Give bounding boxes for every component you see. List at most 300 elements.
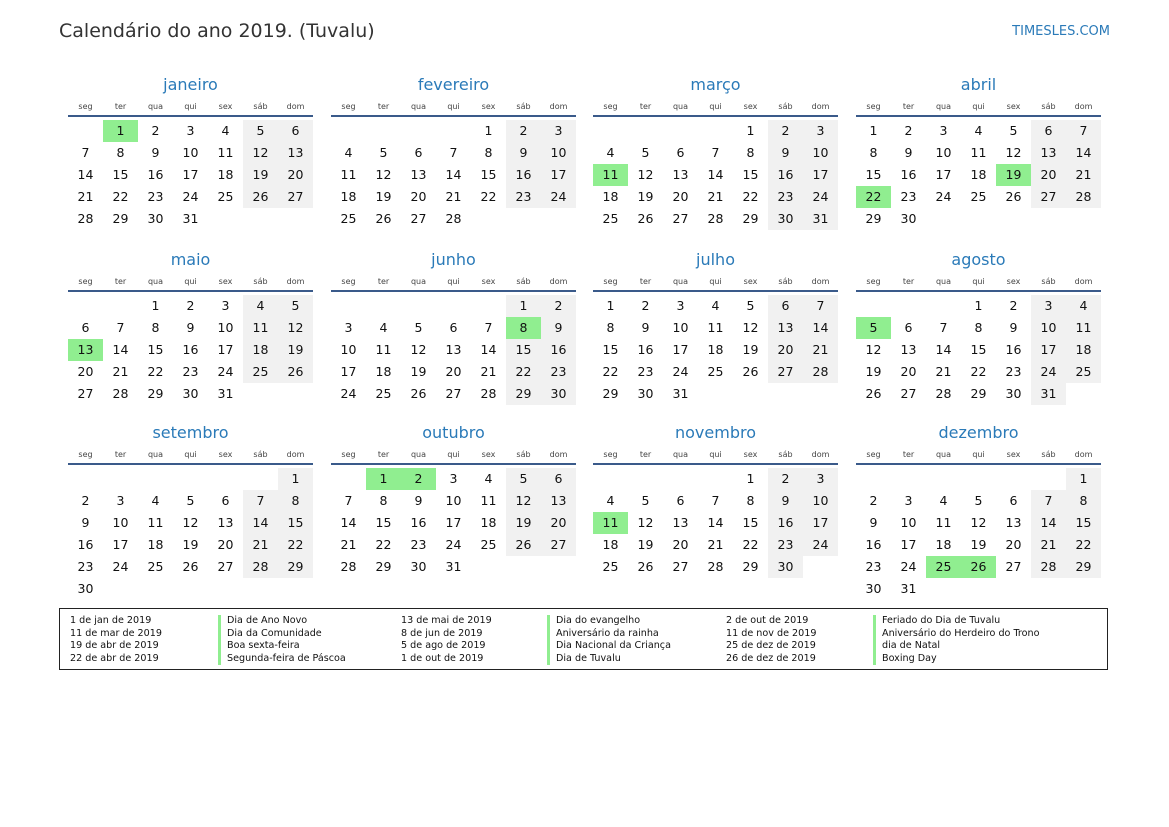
calendar-week bbox=[593, 164, 838, 186]
calendar-week bbox=[593, 142, 838, 164]
empty-cell bbox=[138, 578, 173, 600]
empty-cell bbox=[208, 578, 243, 600]
day-cell: 5 bbox=[746, 298, 755, 313]
day-cell: 26 bbox=[506, 534, 541, 556]
weekday-header bbox=[856, 445, 1101, 465]
empty-cell bbox=[768, 383, 803, 405]
empty-cell bbox=[208, 208, 243, 230]
day-cell: 22 bbox=[506, 361, 541, 383]
day-cell: 21 bbox=[935, 364, 952, 379]
day-cell: 27 bbox=[410, 211, 427, 226]
site-link[interactable]: TIMESLES.COM bbox=[1012, 24, 1110, 39]
day-cell: 19 bbox=[182, 537, 199, 552]
empty-cell bbox=[733, 383, 768, 405]
day-cell: 23 bbox=[865, 559, 882, 574]
day-cell: 13 bbox=[672, 167, 689, 182]
weekday-label: ter bbox=[902, 276, 915, 286]
calendar-week bbox=[331, 534, 576, 556]
weekday-label: sáb bbox=[1041, 101, 1056, 111]
weekday-label: sáb bbox=[253, 276, 268, 286]
day-cell: 15 bbox=[506, 339, 541, 361]
legend-holiday-name: Boa sexta-feira bbox=[218, 640, 346, 653]
legend-holiday-name: Boxing Day bbox=[873, 653, 1039, 666]
day-cell: 3 bbox=[541, 120, 576, 142]
day-cell: 22 bbox=[278, 534, 313, 556]
month-fevereiro bbox=[331, 73, 576, 230]
empty-cell bbox=[68, 120, 103, 142]
weekday-label: qui bbox=[184, 101, 197, 111]
day-cell: 20 bbox=[1031, 164, 1066, 186]
day-cell: 7 bbox=[803, 295, 838, 317]
empty-cell bbox=[803, 556, 838, 578]
weekday-label: qui bbox=[709, 449, 722, 459]
empty-cell bbox=[698, 120, 733, 142]
empty-cell bbox=[541, 208, 576, 230]
day-cell: 29 bbox=[742, 211, 759, 226]
day-cell: 15 bbox=[278, 512, 313, 534]
day-cell: 13 bbox=[217, 515, 234, 530]
legend-date: 11 de nov de 2019 bbox=[726, 627, 817, 639]
day-cell: 5 bbox=[379, 145, 388, 160]
day-cell: 21 bbox=[112, 364, 129, 379]
legend-holiday-name: Dia Nacional da Criança bbox=[547, 640, 671, 653]
day-cell: 17 bbox=[803, 512, 838, 534]
day-cell: 7 bbox=[711, 145, 720, 160]
empty-cell bbox=[173, 578, 208, 600]
calendar-week bbox=[68, 490, 313, 512]
calendar-week bbox=[331, 208, 576, 230]
day-cell: 15 bbox=[742, 167, 759, 182]
day-cell: 23 bbox=[410, 537, 427, 552]
day-cell: 14 bbox=[707, 167, 724, 182]
day-cell: 3 bbox=[803, 120, 838, 142]
weekday-label: ter bbox=[114, 276, 127, 286]
empty-cell bbox=[278, 208, 313, 230]
day-cell: 16 bbox=[768, 512, 803, 534]
day-cell: 8 bbox=[116, 145, 125, 160]
day-cell: 20 bbox=[672, 537, 689, 552]
weekday-label: ter bbox=[639, 101, 652, 111]
day-cell: 23 bbox=[77, 559, 94, 574]
day-cell: 29 bbox=[278, 556, 313, 578]
day-cell: 19 bbox=[506, 512, 541, 534]
weekday-label: seg bbox=[78, 449, 93, 459]
day-cell: 10 bbox=[672, 320, 689, 335]
month-outubro bbox=[331, 421, 576, 578]
day-cell: 28 bbox=[1066, 186, 1101, 208]
calendar-week bbox=[856, 120, 1101, 142]
empty-cell bbox=[1066, 208, 1101, 230]
weekday-label: qua bbox=[935, 276, 952, 286]
day-cell: 4 bbox=[221, 123, 230, 138]
day-cell: 10 bbox=[1031, 317, 1066, 339]
day-cell: 20 bbox=[445, 364, 462, 379]
day-cell: 18 bbox=[935, 537, 952, 552]
day-cell: 18 bbox=[602, 189, 619, 204]
day-cell: 10 bbox=[445, 493, 462, 508]
empty-cell bbox=[243, 468, 278, 490]
legend-holiday-name: dia de Natal bbox=[873, 640, 1039, 653]
weekday-label: ter bbox=[114, 449, 127, 459]
calendar-week bbox=[68, 556, 313, 578]
day-cell: 12 bbox=[865, 342, 882, 357]
day-cell: 6 bbox=[676, 493, 685, 508]
day-cell: 13 bbox=[541, 490, 576, 512]
day-cell: 5 bbox=[186, 493, 195, 508]
legend-dates-col-3 bbox=[726, 615, 816, 665]
day-cell: 5 bbox=[414, 320, 423, 335]
weekday-label: dom bbox=[286, 276, 305, 286]
calendar-week bbox=[68, 317, 313, 339]
empty-cell bbox=[663, 468, 698, 490]
calendar-week bbox=[331, 164, 576, 186]
day-cell: 21 bbox=[707, 189, 724, 204]
day-cell: 31 bbox=[803, 208, 838, 230]
day-cell: 18 bbox=[602, 537, 619, 552]
day-cell: 28 bbox=[707, 559, 724, 574]
weekday-label: seg bbox=[78, 101, 93, 111]
weekday-header bbox=[593, 97, 838, 117]
day-cell: 1 bbox=[606, 298, 615, 313]
empty-cell bbox=[996, 468, 1031, 490]
empty-cell bbox=[103, 468, 138, 490]
day-cell: 28 bbox=[480, 386, 497, 401]
empty-cell bbox=[138, 468, 173, 490]
empty-cell bbox=[366, 295, 401, 317]
weekday-label: dom bbox=[1074, 276, 1093, 286]
empty-cell bbox=[996, 578, 1031, 600]
day-cell: 22 bbox=[112, 189, 129, 204]
day-cell: 2 bbox=[869, 493, 878, 508]
weekday-header bbox=[331, 445, 576, 465]
day-cell: 6 bbox=[676, 145, 685, 160]
weekday-label: qua bbox=[672, 449, 689, 459]
day-cell: 21 bbox=[340, 537, 357, 552]
holiday-day-cell: 8 bbox=[506, 317, 541, 339]
calendar-week bbox=[593, 186, 838, 208]
calendar-week bbox=[331, 142, 576, 164]
empty-cell bbox=[803, 383, 838, 405]
day-cell: 5 bbox=[506, 468, 541, 490]
day-cell: 9 bbox=[414, 493, 423, 508]
day-cell: 25 bbox=[970, 189, 987, 204]
month-name: junho bbox=[431, 250, 476, 269]
calendar-week bbox=[593, 317, 838, 339]
weekday-label: sáb bbox=[516, 449, 531, 459]
day-cell: 13 bbox=[900, 342, 917, 357]
weekday-label: sáb bbox=[253, 101, 268, 111]
month-abril bbox=[856, 73, 1101, 230]
day-cell: 3 bbox=[116, 493, 125, 508]
day-cell: 24 bbox=[340, 386, 357, 401]
weekday-label: qua bbox=[935, 101, 952, 111]
day-cell: 24 bbox=[803, 186, 838, 208]
day-cell: 12 bbox=[410, 342, 427, 357]
month-março bbox=[593, 73, 838, 230]
weekday-header bbox=[68, 272, 313, 292]
weekday-label: dom bbox=[286, 449, 305, 459]
weekday-label: seg bbox=[78, 276, 93, 286]
legend-date: 1 de jan de 2019 bbox=[70, 615, 152, 626]
holiday-day-cell: 1 bbox=[103, 120, 138, 142]
weekday-label: sex bbox=[481, 101, 496, 111]
weekday-header bbox=[68, 445, 313, 465]
legend-date: 5 de ago de 2019 bbox=[401, 640, 486, 652]
day-cell: 19 bbox=[410, 364, 427, 379]
legend-date: 11 de mar de 2019 bbox=[70, 627, 162, 639]
day-cell: 23 bbox=[637, 364, 654, 379]
weekday-label: sex bbox=[481, 449, 496, 459]
empty-cell bbox=[68, 295, 103, 317]
empty-cell bbox=[628, 120, 663, 142]
day-cell: 17 bbox=[340, 364, 357, 379]
day-cell: 21 bbox=[243, 534, 278, 556]
day-cell: 12 bbox=[1005, 145, 1022, 160]
day-cell: 23 bbox=[768, 186, 803, 208]
day-cell: 25 bbox=[147, 559, 164, 574]
day-cell: 5 bbox=[974, 493, 983, 508]
day-cell: 4 bbox=[484, 471, 493, 486]
day-cell: 11 bbox=[480, 493, 497, 508]
day-cell: 25 bbox=[340, 211, 357, 226]
weekday-label: sex bbox=[218, 449, 233, 459]
month-janeiro bbox=[68, 73, 313, 230]
weekday-header bbox=[68, 97, 313, 117]
day-cell: 8 bbox=[974, 320, 983, 335]
day-cell: 19 bbox=[278, 339, 313, 361]
day-cell: 31 bbox=[900, 581, 917, 596]
day-cell: 7 bbox=[116, 320, 125, 335]
weekday-label: ter bbox=[377, 276, 390, 286]
day-cell: 24 bbox=[445, 537, 462, 552]
weekday-label: seg bbox=[866, 101, 881, 111]
month-maio bbox=[68, 248, 313, 405]
day-cell: 26 bbox=[1005, 189, 1022, 204]
day-cell: 2 bbox=[768, 120, 803, 142]
day-cell: 21 bbox=[1031, 534, 1066, 556]
day-cell: 31 bbox=[217, 386, 234, 401]
empty-cell bbox=[628, 468, 663, 490]
holiday-day-cell: 2 bbox=[401, 468, 436, 490]
weekday-label: sáb bbox=[778, 449, 793, 459]
legend-holiday-name: Feriado do Dia de Tuvalu bbox=[873, 615, 1039, 628]
day-cell: 30 bbox=[900, 211, 917, 226]
day-cell: 14 bbox=[243, 512, 278, 534]
day-cell: 16 bbox=[77, 537, 94, 552]
empty-cell bbox=[698, 383, 733, 405]
calendar-week bbox=[331, 383, 576, 405]
legend-holiday-name: Aniversário da rainha bbox=[547, 628, 671, 641]
weekday-label: sex bbox=[1006, 276, 1021, 286]
day-cell: 2 bbox=[186, 298, 195, 313]
day-cell: 3 bbox=[939, 123, 948, 138]
calendar-week bbox=[593, 120, 838, 142]
day-cell: 28 bbox=[803, 361, 838, 383]
calendar-week bbox=[593, 556, 838, 578]
day-cell: 7 bbox=[81, 145, 90, 160]
day-cell: 30 bbox=[77, 581, 94, 596]
day-cell: 23 bbox=[900, 189, 917, 204]
weekday-label: qua bbox=[147, 101, 164, 111]
day-cell: 6 bbox=[904, 320, 913, 335]
day-cell: 15 bbox=[742, 515, 759, 530]
day-cell: 6 bbox=[221, 493, 230, 508]
weekday-label: sex bbox=[1006, 101, 1021, 111]
day-cell: 31 bbox=[672, 386, 689, 401]
calendar-week bbox=[68, 512, 313, 534]
calendar-week bbox=[68, 361, 313, 383]
day-cell: 22 bbox=[375, 537, 392, 552]
day-cell: 20 bbox=[672, 189, 689, 204]
day-cell: 10 bbox=[900, 515, 917, 530]
month-name: fevereiro bbox=[417, 75, 490, 94]
calendar-week bbox=[593, 383, 838, 405]
day-cell: 13 bbox=[410, 167, 427, 182]
day-cell: 5 bbox=[243, 120, 278, 142]
weekday-label: sex bbox=[743, 276, 758, 286]
day-cell: 1 bbox=[506, 295, 541, 317]
day-cell: 28 bbox=[445, 211, 462, 226]
weekday-label: qui bbox=[447, 276, 460, 286]
day-cell: 4 bbox=[379, 320, 388, 335]
calendar-week bbox=[331, 339, 576, 361]
day-cell: 5 bbox=[278, 295, 313, 317]
day-cell: 15 bbox=[865, 167, 882, 182]
day-cell: 22 bbox=[1066, 534, 1101, 556]
weekday-label: qua bbox=[410, 276, 427, 286]
day-cell: 18 bbox=[147, 537, 164, 552]
day-cell: 9 bbox=[869, 515, 878, 530]
calendar-week bbox=[593, 208, 838, 230]
day-cell: 10 bbox=[803, 142, 838, 164]
calendar-week bbox=[593, 339, 838, 361]
month-julho bbox=[593, 248, 838, 405]
day-cell: 16 bbox=[900, 167, 917, 182]
day-cell: 18 bbox=[970, 167, 987, 182]
calendar-week bbox=[68, 339, 313, 361]
day-cell: 20 bbox=[541, 512, 576, 534]
day-cell: 6 bbox=[1009, 493, 1018, 508]
day-cell: 14 bbox=[1066, 142, 1101, 164]
weekday-label: seg bbox=[603, 101, 618, 111]
weekday-label: seg bbox=[866, 449, 881, 459]
calendar-week bbox=[68, 295, 313, 317]
day-cell: 15 bbox=[147, 342, 164, 357]
day-cell: 13 bbox=[278, 142, 313, 164]
holiday-day-cell: 25 bbox=[926, 556, 961, 578]
calendar-week bbox=[856, 164, 1101, 186]
day-cell: 14 bbox=[935, 342, 952, 357]
day-cell: 27 bbox=[1031, 186, 1066, 208]
calendar-week bbox=[68, 468, 313, 490]
calendar-week bbox=[856, 468, 1101, 490]
day-cell: 4 bbox=[1066, 295, 1101, 317]
day-cell: 17 bbox=[112, 537, 129, 552]
empty-cell bbox=[331, 295, 366, 317]
empty-cell bbox=[593, 468, 628, 490]
day-cell: 10 bbox=[803, 490, 838, 512]
weekday-header bbox=[856, 97, 1101, 117]
day-cell: 12 bbox=[243, 142, 278, 164]
calendar-week bbox=[856, 208, 1101, 230]
day-cell: 12 bbox=[375, 167, 392, 182]
day-cell: 22 bbox=[742, 189, 759, 204]
day-cell: 3 bbox=[676, 298, 685, 313]
day-cell: 6 bbox=[1031, 120, 1066, 142]
empty-cell bbox=[698, 468, 733, 490]
calendar-week bbox=[331, 295, 576, 317]
weekday-label: seg bbox=[603, 276, 618, 286]
month-dezembro bbox=[856, 421, 1101, 600]
day-cell: 8 bbox=[379, 493, 388, 508]
day-cell: 3 bbox=[1031, 295, 1066, 317]
day-cell: 11 bbox=[147, 515, 164, 530]
day-cell: 28 bbox=[77, 211, 94, 226]
day-cell: 20 bbox=[278, 164, 313, 186]
day-cell: 30 bbox=[637, 386, 654, 401]
legend-date: 8 de jun de 2019 bbox=[401, 627, 483, 639]
day-cell: 1 bbox=[746, 471, 755, 486]
day-cell: 19 bbox=[637, 189, 654, 204]
calendar-week bbox=[331, 186, 576, 208]
day-cell: 23 bbox=[1005, 364, 1022, 379]
empty-cell bbox=[856, 468, 891, 490]
day-cell: 9 bbox=[186, 320, 195, 335]
day-cell: 29 bbox=[970, 386, 987, 401]
weekday-label: seg bbox=[341, 101, 356, 111]
day-cell: 17 bbox=[541, 164, 576, 186]
day-cell: 2 bbox=[904, 123, 913, 138]
day-cell: 14 bbox=[1031, 512, 1066, 534]
day-cell: 18 bbox=[243, 339, 278, 361]
day-cell: 19 bbox=[637, 537, 654, 552]
calendar-week bbox=[331, 490, 576, 512]
weekday-label: qui bbox=[447, 101, 460, 111]
weekday-label: dom bbox=[811, 276, 830, 286]
empty-cell bbox=[1066, 578, 1101, 600]
month-junho bbox=[331, 248, 576, 405]
day-cell: 3 bbox=[344, 320, 353, 335]
empty-cell bbox=[1066, 383, 1101, 405]
day-cell: 4 bbox=[606, 145, 615, 160]
legend-names-col-3 bbox=[873, 615, 1039, 665]
empty-cell bbox=[331, 120, 366, 142]
calendar-week bbox=[593, 534, 838, 556]
day-cell: 20 bbox=[77, 364, 94, 379]
day-cell: 14 bbox=[340, 515, 357, 530]
day-cell: 8 bbox=[484, 145, 493, 160]
day-cell: 20 bbox=[768, 339, 803, 361]
day-cell: 24 bbox=[900, 559, 917, 574]
day-cell: 16 bbox=[768, 164, 803, 186]
legend-date: 26 de dez de 2019 bbox=[726, 652, 816, 664]
day-cell: 8 bbox=[746, 493, 755, 508]
holiday-day-cell: 13 bbox=[68, 339, 103, 361]
day-cell: 14 bbox=[77, 167, 94, 182]
day-cell: 29 bbox=[375, 559, 392, 574]
weekday-label: ter bbox=[902, 101, 915, 111]
legend-names-col-2 bbox=[547, 615, 671, 665]
day-cell: 2 bbox=[1009, 298, 1018, 313]
weekday-label: seg bbox=[341, 449, 356, 459]
month-name: março bbox=[690, 75, 741, 94]
day-cell: 25 bbox=[480, 537, 497, 552]
day-cell: 30 bbox=[1005, 386, 1022, 401]
calendar-week bbox=[331, 120, 576, 142]
day-cell: 22 bbox=[602, 364, 619, 379]
weekday-label: ter bbox=[902, 449, 915, 459]
empty-cell bbox=[401, 295, 436, 317]
